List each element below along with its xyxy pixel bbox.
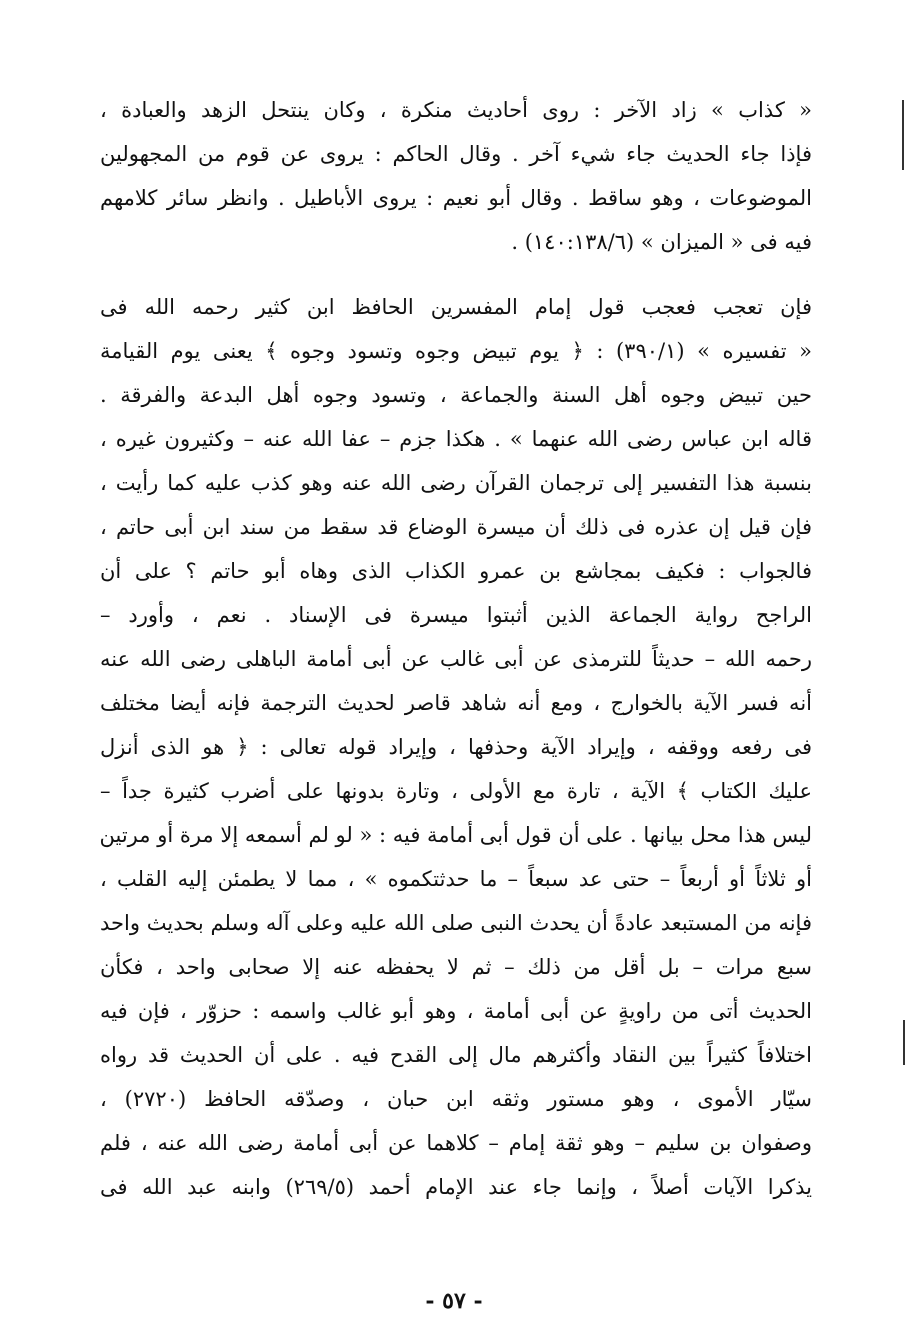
paragraph-1	[100, 88, 812, 264]
text-line: « تفسيره » (٣٩٠/١) : ﴿ يوم تبيض وجوه وتسود وجوه ﴾ يعنى يوم القيامة	[100, 339, 812, 363]
text-line: سيّار الأموى ، وهو مستور وثقه ابن حبان ، وصدّقه الحافظ (٢٧٢٠) ،	[100, 1087, 812, 1111]
text-line: فى رفعه ووقفه ، وإيراد الآية وحذفها ، وإيراد قوله تعالى : ﴿ هو الذى أنزل	[100, 735, 812, 759]
text-line: ليس هذا محل بيانها . على أن قول أبى أمامة فيه : « لو لم أسمعه إلا مرة أو مرتين	[100, 823, 812, 847]
text-line: فإذا جاء الحديث جاء شيء آخر . وقال الحاكم : يروى عن قوم من المجهولين	[100, 142, 812, 166]
text-line: الراجح رواية الجماعة الذين أثبتوا ميسرة فى الإسناد . نعم ، وأورد –	[100, 603, 812, 627]
text-line: الموضوعات ، وهو ساقط . وقال أبو نعيم : يروى الأباطيل . وانظر سائر كلامهم	[100, 186, 812, 210]
text-line: « كذاب » زاد الآخر : روى أحاديث منكرة ، وكان ينتحل الزهد والعبادة ،	[100, 98, 812, 122]
text-line: فالجواب : فكيف بمجاشع بن عمرو الكذاب الذى وهاه أبو حاتم ؟ على أن	[100, 559, 812, 583]
scan-edge-mark	[903, 1020, 905, 1065]
text-line: قاله ابن عباس رضى الله عنهما » . هكذا جزم – عفا الله عنه – وكثيرون غيره ،	[100, 427, 812, 451]
text-line: اختلافاً كثيراً بين النقاد وأكثرهم مال إلى القدح فيه . على أن الحديث قد رواه	[100, 1043, 812, 1067]
text-line: فإن تعجب فعجب قول إمام المفسرين الحافظ ابن كثير رحمه الله فى	[100, 295, 812, 319]
text-line: الحديث أتى من راويةٍ عن أبى أمامة ، وهو أبو غالب واسمه : حزوّر ، فإن فيه	[100, 999, 812, 1023]
text-line: وصفوان بن سليم – وهو ثقة إمام – كلاهما عن أبى أمامة رضى الله عنه ، فلم	[100, 1131, 812, 1155]
text-line: حين تبيض وجوه أهل السنة والجماعة ، وتسود وجوه أهل البدعة والفرقة .	[100, 383, 812, 407]
text-line: يذكرا الآيات أصلاً ، وإنما جاء عند الإمام أحمد (٢٦٩/٥) وابنه عبد الله فى	[100, 1175, 812, 1199]
scan-edge-mark	[902, 100, 904, 170]
page-number: - ٥٧ -	[425, 1288, 483, 1314]
text-line: فيه فى « الميزان » (١٤٠:١٣٨/٦) .	[511, 230, 812, 254]
text-line: أنه فسر الآية بالخوارج ، ومع أنه شاهد قاصر لحديث الترجمة فإنه أيضا مختلف	[100, 691, 812, 715]
text-line: أو ثلاثاً أو أربعاً – حتى عد سبعاً – ما حدثتكموه » ، مما لا يطمئن إليه القلب ،	[100, 867, 812, 891]
text-line: فإن قيل إن عذره فى ذلك أن ميسرة الوضاع قد سقط من سند ابن أبى حاتم ،	[100, 515, 812, 539]
paragraph-2	[100, 285, 812, 1209]
text-line: بنسبة هذا التفسير إلى ترجمان القرآن رضى الله عنه وهو كذب عليه كما رأيت ،	[100, 471, 812, 495]
text-line: فإنه من المستبعد عادةً أن يحدث النبى صلى الله عليه وعلى آله وسلم بحديث واحد	[100, 911, 812, 935]
text-line: عليك الكتاب ﴾ الآية ، تارة مع الأولى ، وتارة بدونها على أضرب كثيرة جداً –	[100, 779, 812, 803]
text-line: رحمه الله – حديثاً للترمذى عن أبى غالب عن أبى أمامة الباهلى رضى الله عنه	[100, 647, 812, 671]
text-line: سبع مرات – بل أقل من ذلك – ثم لا يحفظه عنه إلا صحابى واحد ، فكأن	[100, 955, 812, 979]
